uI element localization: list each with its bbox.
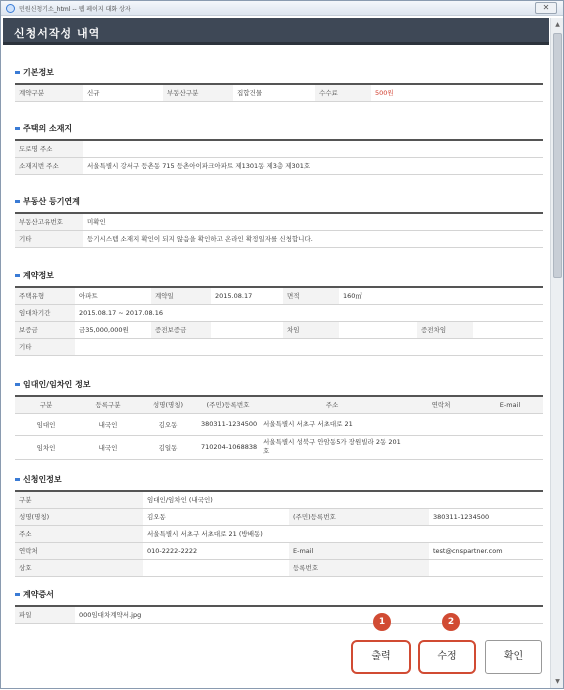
- cell-label: 주택유형: [15, 287, 75, 304]
- table-row: [15, 559, 543, 576]
- cell-value: 서울특별시 강서구 등촌동 715 등촌아이파크아파트 제1301동 제3층 제301호: [83, 157, 543, 174]
- table-row: [15, 213, 543, 230]
- table-cell: [405, 435, 477, 459]
- cell-value: 집합건물: [233, 84, 315, 101]
- section-registry: [15, 196, 80, 207]
- confirm-button[interactable]: 확인: [485, 640, 542, 674]
- section-parties: [15, 379, 91, 390]
- cell-value: [211, 321, 283, 338]
- cell-value: [473, 321, 543, 338]
- cell-value: 신규: [83, 84, 163, 101]
- cell-label: 부동산구분: [163, 84, 233, 101]
- table-cell: 내국인: [77, 413, 139, 435]
- section-basic: [15, 67, 54, 78]
- cell-label: 증전보증금: [151, 321, 211, 338]
- cell-value: 금35,000,000원: [75, 321, 151, 338]
- cell-label: 상호: [15, 559, 143, 576]
- certificate-table: [15, 605, 543, 624]
- content-area: [1, 45, 550, 690]
- cell-value: 2015.08.17 ~ 2017.08.16: [75, 304, 543, 321]
- cell-label: 소재지번 주소: [15, 157, 83, 174]
- cell-value: 380311-1234500: [429, 508, 543, 525]
- table-row: [15, 413, 543, 435]
- bullet-icon: [15, 593, 20, 596]
- page-header: [3, 18, 549, 45]
- section-certificate: [15, 589, 54, 600]
- section-address: [15, 123, 72, 134]
- table-row: [15, 157, 543, 174]
- page-title: 신청서작성 내역: [14, 27, 101, 40]
- table-cell: 710204-1068838: [197, 435, 259, 459]
- table-cell: 380311-1234500: [197, 413, 259, 435]
- title-bar: [1, 1, 563, 16]
- cell-label: 임대차기간: [15, 304, 75, 321]
- table-row: [15, 542, 543, 559]
- cell-value: [75, 338, 543, 355]
- parties-table: [15, 395, 543, 460]
- cell-label: 기타: [15, 338, 75, 355]
- table-cell: [477, 435, 543, 459]
- scroll-up-icon[interactable]: ▲: [555, 21, 560, 28]
- attached-file-link[interactable]: 000임대차계약서.jpg: [75, 606, 543, 623]
- cell-value: 서울특별시 서초구 서초대로 21 (방배동): [143, 525, 543, 542]
- table-row: [15, 321, 543, 338]
- contract-table: [15, 286, 543, 356]
- section-applicant: [15, 474, 62, 485]
- table-row: [15, 435, 543, 459]
- cell-value: 아파트: [75, 287, 151, 304]
- bullet-icon: [15, 383, 20, 386]
- section-title: 신청인정보: [23, 475, 62, 484]
- column-header: (주민)등록번호: [197, 396, 259, 413]
- cell-label: E-mail: [289, 542, 429, 559]
- bullet-icon: [15, 71, 20, 74]
- table-row: [15, 606, 543, 623]
- table-row: [15, 304, 543, 321]
- table-row: [15, 491, 543, 508]
- table-cell: 서울특별시 성북구 안암동5가 장원빌라 2동 201호: [259, 435, 405, 459]
- cell-value: 등기시스템 소재지 확인이 되지 않음을 확인하고 온라인 확정일자를 신청합니다.: [83, 230, 543, 247]
- table-row: [15, 525, 543, 542]
- cell-label: 연락처: [15, 542, 143, 559]
- section-title: 기본정보: [23, 68, 54, 77]
- cell-label: 성명(명칭): [15, 508, 143, 525]
- table-row: [15, 287, 543, 304]
- section-title: 계약증서: [23, 590, 54, 599]
- cell-value: 김오동: [143, 508, 289, 525]
- table-cell: 김일동: [139, 435, 197, 459]
- print-button[interactable]: 출력: [351, 640, 411, 674]
- cell-label: 기타: [15, 230, 83, 247]
- table-header-row: [15, 396, 543, 413]
- cell-label: 계약구분: [15, 84, 83, 101]
- cell-label: 차임: [283, 321, 339, 338]
- applicant-table: [15, 490, 543, 577]
- section-title: 부동산 등기연계: [23, 197, 80, 206]
- cell-value: [143, 559, 289, 576]
- scroll-thumb[interactable]: [553, 33, 562, 278]
- column-header: E-mail: [477, 396, 543, 413]
- cell-value: 2015.08.17: [211, 287, 283, 304]
- cell-label: 면적: [283, 287, 339, 304]
- table-row: [15, 140, 543, 157]
- table-row: [15, 84, 543, 101]
- table-cell: 김오동: [139, 413, 197, 435]
- cell-value: 010-2222-2222: [143, 542, 289, 559]
- close-icon[interactable]: ✕: [535, 2, 557, 14]
- table-cell: 임대인: [15, 413, 77, 435]
- ie-icon: [6, 4, 15, 13]
- basic-table: [15, 83, 543, 102]
- table-cell: 내국인: [77, 435, 139, 459]
- cell-label: 파일: [15, 606, 75, 623]
- address-table: [15, 139, 543, 175]
- cell-label: 수수료: [315, 84, 371, 101]
- table-cell: [405, 413, 477, 435]
- registry-table: [15, 212, 543, 248]
- bullet-icon: [15, 127, 20, 130]
- cell-value: 임대인/임차인 (내국인): [143, 491, 543, 508]
- cell-label: 보증금: [15, 321, 75, 338]
- cell-label: 구분: [15, 491, 143, 508]
- step-badge-2: 2: [442, 613, 460, 631]
- cell-label: 도로명 주소: [15, 140, 83, 157]
- section-title: 임대인/임차인 정보: [23, 380, 91, 389]
- cell-value: 160㎡: [339, 287, 543, 304]
- column-header: 연락처: [405, 396, 477, 413]
- cell-label: 주소: [15, 525, 143, 542]
- table-row: [15, 230, 543, 247]
- cell-label: 등록번호: [289, 559, 429, 576]
- column-header: 구분: [15, 396, 77, 413]
- vertical-scrollbar[interactable]: [550, 18, 563, 688]
- cell-value: [429, 559, 543, 576]
- cell-value: [83, 140, 543, 157]
- cell-label: 부동산고유번호: [15, 213, 83, 230]
- column-header: 주소: [259, 396, 405, 413]
- cell-label: 증전차임: [417, 321, 473, 338]
- step-badge-1: 1: [373, 613, 391, 631]
- table-cell: 임차인: [15, 435, 77, 459]
- cell-value: 미확인: [83, 213, 543, 230]
- edit-button[interactable]: 수정: [418, 640, 476, 674]
- column-header: 성명(명칭): [139, 396, 197, 413]
- bullet-icon: [15, 478, 20, 481]
- table-cell: [477, 413, 543, 435]
- cell-value: test@cnspartner.com: [429, 542, 543, 559]
- section-title: 계약정보: [23, 271, 54, 280]
- column-header: 등록구분: [77, 396, 139, 413]
- cell-label: 계약일: [151, 287, 211, 304]
- table-row: [15, 338, 543, 355]
- fee-value: 500원: [371, 84, 543, 101]
- bullet-icon: [15, 274, 20, 277]
- scroll-down-icon[interactable]: ▼: [555, 678, 560, 685]
- bullet-icon: [15, 200, 20, 203]
- cell-value: [339, 321, 417, 338]
- table-row: [15, 508, 543, 525]
- table-cell: 서울특별시 서초구 서초대로 21: [259, 413, 405, 435]
- section-contract: [15, 270, 54, 281]
- window-title: 민원신청기소_html -- 웹 페이지 대화 상자: [19, 6, 131, 13]
- section-title: 주택의 소재지: [23, 124, 73, 133]
- cell-label: (주민)등록번호: [289, 508, 429, 525]
